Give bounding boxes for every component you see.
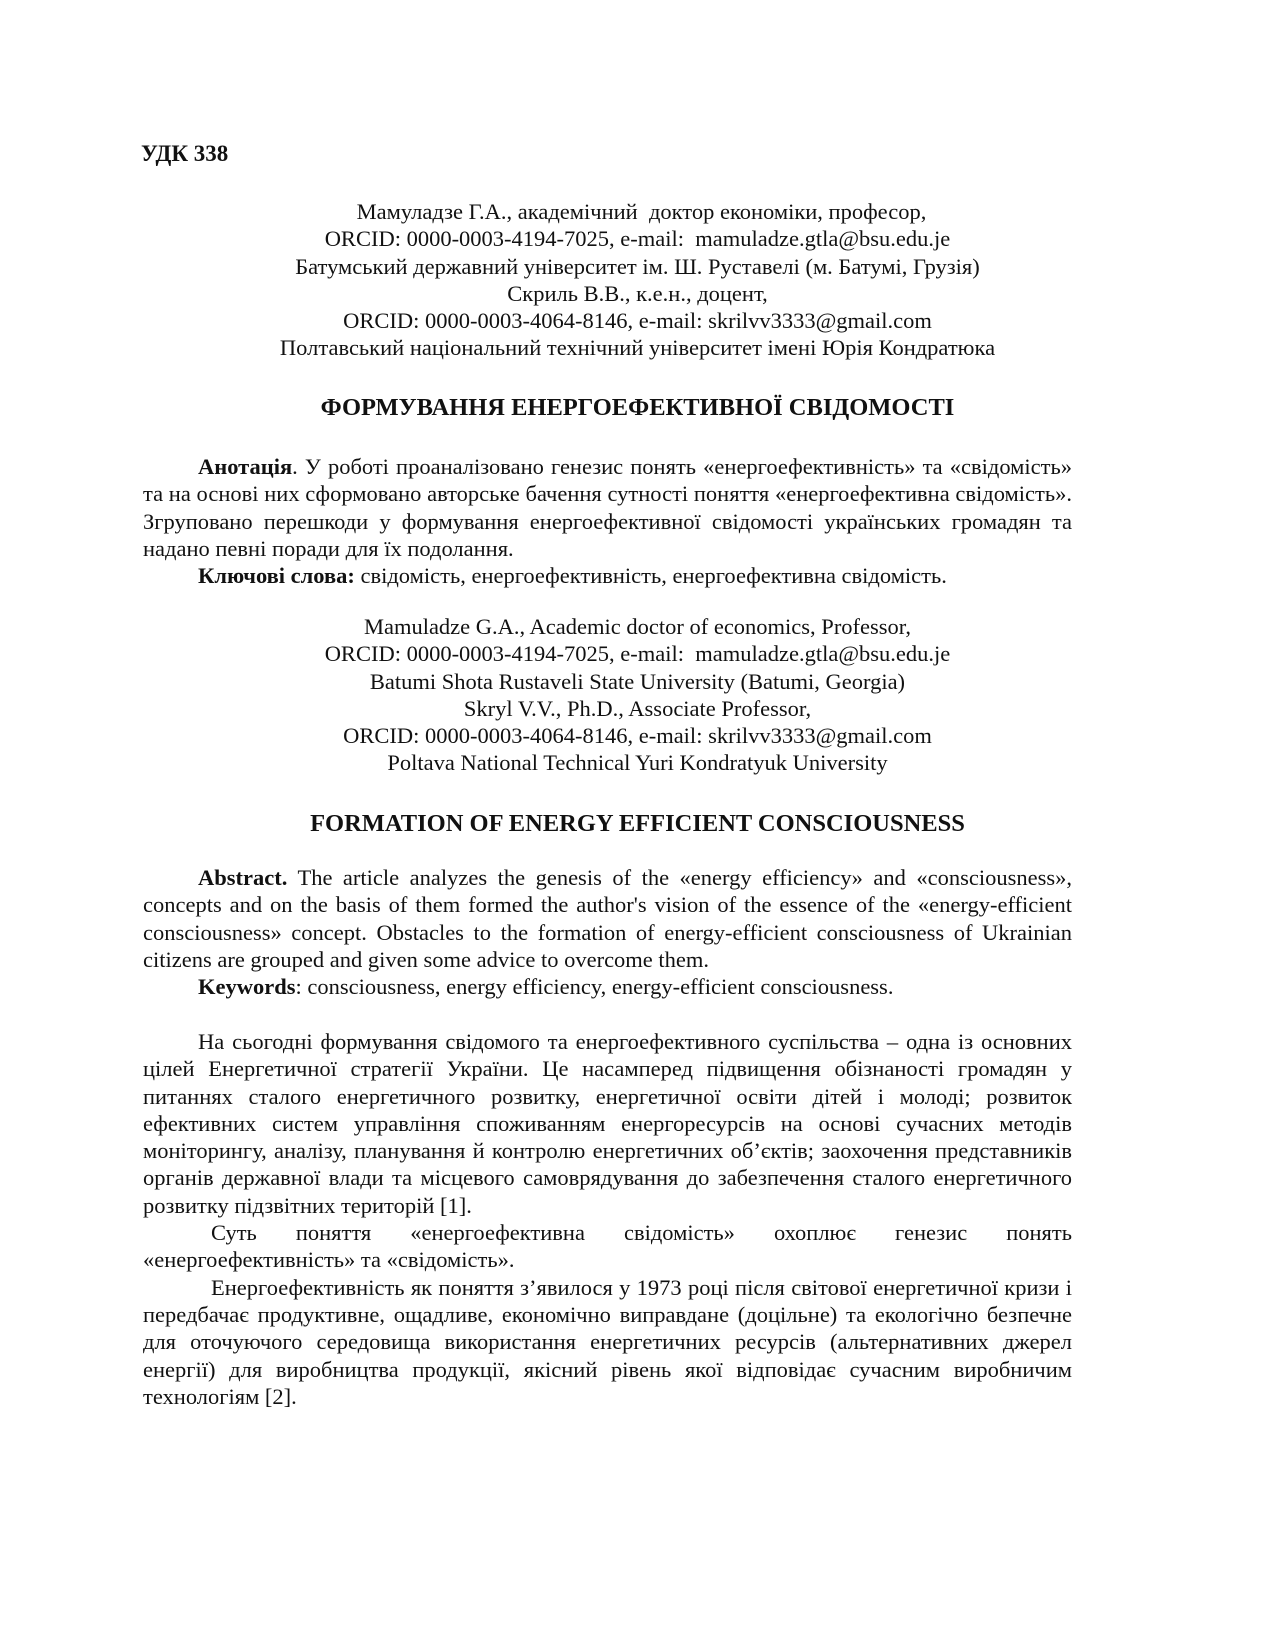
author-line: Скриль В.В., к.е.н., доцент, xyxy=(507,280,768,306)
keywords-paragraph-en xyxy=(143,973,1072,1000)
body-paragraph: На сьогодні формування свідомого та енергоефективного суспільства – одна із основних цілей Енергетичної стратегії України. Це насамперед підвищення обізнаності громадян у питаннях сталого енергетичного розвитку, енергетичної освіти дітей і молоді; розвиток ефективних систем управління споживанням енергоресурсів на основі сучасних методів моніторингу, аналізу, планування й контролю енергетичних об’єктів; заохочення представників органів державної влади та місцевого самоврядування до забезпечення сталого енергетичного розвитку підзвітних територій [1]. xyxy=(143,1029,1072,1218)
author-line: Полтавський національний технічний університет імені Юрія Кондратюка xyxy=(279,335,996,361)
body-paragraph: Енергоефективність як поняття з’явилося у 1973 році після світової енергетичної кризи і передбачає продуктивне, ощадливе, економічно виправдане (доцільне) та екологічно безпечне для оточуючого середовища використання енергетичних ресурсів (альтернативних джерел енергії) для виробництва продукції, якісний рівень якої відповідає сучасним виробничим технологіям [2]. xyxy=(143,1274,1072,1409)
author-line: ORCID: 0000-0003-4064-8146, e-mail: skrilvv3333@gmail.com xyxy=(343,723,932,749)
abstract-text: . У роботі проаналізовано генезис понять «енергоефективність» та «свідомість» та на основі них сформовано авторське бачення сутності поняття «енергоефективна свідомість». Згруповано перешкоди у формування енергоефективної свідомості українських громадян та надано певні поради для їх подолання. xyxy=(143,454,1072,561)
abstract-label: Анотація xyxy=(198,454,293,479)
author-line: Mamuladze G.A., Academic doctor of economics, Professor, xyxy=(363,614,912,639)
abstract-block-en xyxy=(143,864,1072,1000)
udk-code: УДК 338 xyxy=(141,141,229,166)
abstract-block-ua xyxy=(143,453,1072,589)
body-paragraph: Суть поняття «енергоефективна свідомість» охоплює генезис понять «енергоефективність» та «свідомість». xyxy=(143,1220,1072,1273)
paper-title-ua: ФОРМУВАННЯ ЕНЕРГОЕФЕКТИВНОЇ СВІДОМОСТІ xyxy=(320,394,955,421)
abstract-label: Abstract. xyxy=(198,865,288,890)
author-line: ORCID: 0000-0003-4064-8146, e-mail: skrilvv3333@gmail.com xyxy=(343,308,932,334)
author-line: Poltava National Technical Yuri Kondratyuk University xyxy=(387,750,888,776)
keywords-text: свідомість, енергоефективність, енергоефективна свідомість. xyxy=(354,563,947,589)
author-line: Мамуладзе Г.А., академічний доктор економіки, професор, xyxy=(356,199,927,224)
author-line: ORCID: 0000-0003-4194-7025, e-mail: mamuladze.gtla@bsu.edu.je xyxy=(324,641,951,667)
author-line: Skryl V.V., Ph.D., Associate Professor, xyxy=(463,695,812,721)
paper-title-en: FORMATION OF ENERGY EFFICIENT CONSCIOUSNESS xyxy=(310,810,965,837)
author-line: ORCID: 0000-0003-4194-7025, e-mail: mamuladze.gtla@bsu.edu.je xyxy=(324,226,951,252)
author-line: Batumi Shota Rustaveli State University (Batumi, Georgia) xyxy=(369,668,906,694)
abstract-paragraph-ua xyxy=(143,453,1072,562)
authors-block-en xyxy=(140,613,1135,777)
abstract-paragraph-en xyxy=(143,864,1072,973)
author-line: Батумський державний університет ім. Ш. Руставелі (м. Батумі, Грузія) xyxy=(295,253,980,279)
authors-block-ua xyxy=(140,198,1135,362)
abstract-text: The article analyzes the genesis of the «energy efficiency» and «consciousness», concepts and on the basis of them formed the author's vision of the essence of the «energy-efficient consciousness» concept. Obstacles to the formation of energy-efficient consciousness of Ukrainian citizens are grouped and given some advice to overcome them. xyxy=(143,865,1072,972)
keywords-label: Ключові слова: xyxy=(198,563,355,589)
keywords-label: Keywords xyxy=(198,974,296,1000)
keywords-paragraph-ua xyxy=(143,562,1072,589)
keywords-text: : consciousness, energy efficiency, energy-efficient consciousness. xyxy=(295,974,894,1000)
body-text xyxy=(143,1028,1072,1410)
